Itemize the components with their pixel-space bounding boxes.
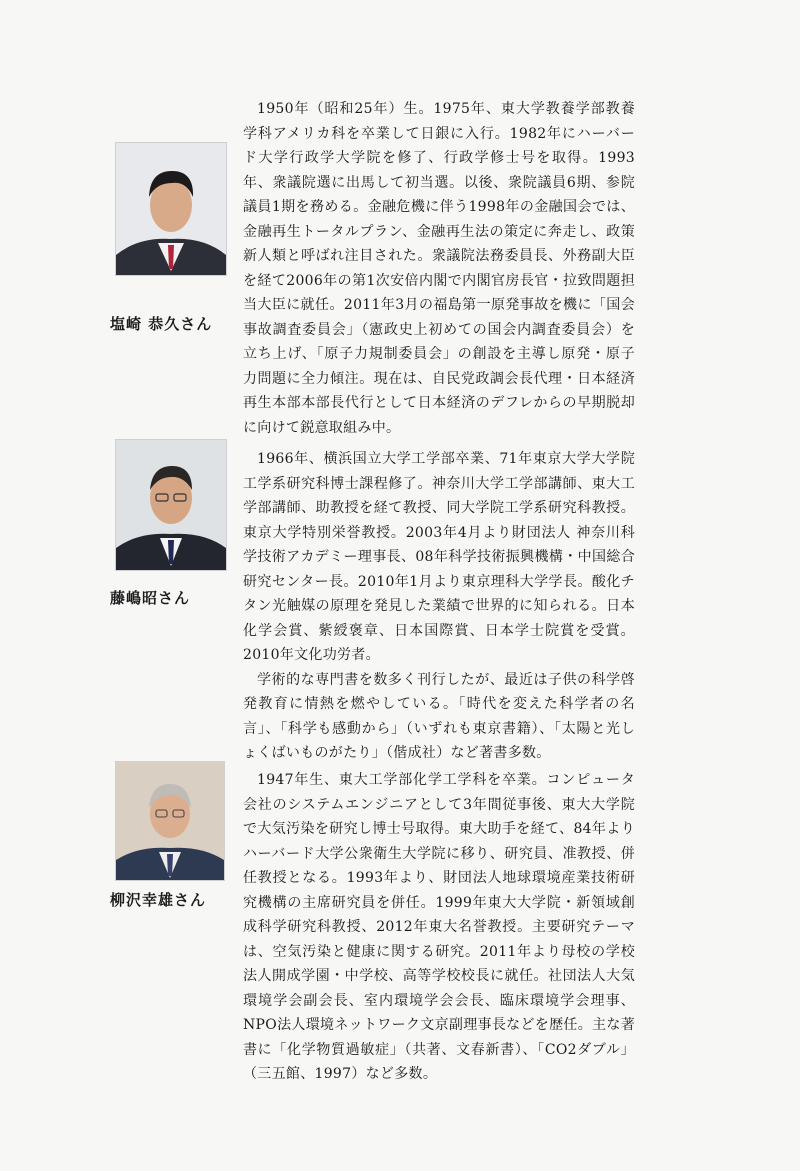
bio-paragraph: 学術的な専門書を数多く刊行したが、最近は子供の科学啓発教育に情熱を燃やしている。「時代を変えた科学者の名言」、「科学も感動から」（いずれも東京書籍）、「太陽と光しょくばいものがたり」（偕成社）など著書多数。 (243, 671, 635, 761)
bio-text (243, 97, 635, 440)
person-name: 藤嶋昭さん (110, 589, 191, 607)
portrait-photo (115, 439, 227, 571)
person-name: 柳沢幸雄さん (110, 891, 207, 909)
bio-paragraph: 1947年生、東大工学部化学工学科を卒業。コンピュータ会社のシステムエンジニアとして3年間従事後、東大大学院で大気汚染を研究し博士号取得。東大助手を経て、84年よりハーバード大学公衆衛生大学院に移り、研究員、准教授、併任教授となる。1993年より、財団法人地球環境産業技術研究機構の主席研究員を併任。1999年東大大学院・新領域創成科学研究科教授、2012年東大名誉教授。主要研究テーマは、空気汚染と健康に関する研究。2011年より母校の学校法人開成学園・中学校、高等学校校長に就任。社団法人大気環境学会副会長、室内環境学会会長、臨床環境学会理事、NPO法人環境ネットワーク文京副理事長などを歴任。主な著書に「化学物質過敏症」（共著、文春新書）、「CO2ダブル」（三五館、1997）など多数。 (243, 772, 635, 1082)
portrait-fujishima-image (116, 440, 226, 570)
bio-text (243, 768, 635, 1087)
bio-paragraph: 1966年、横浜国立大学工学部卒業、71年東京大学大学院工学系研究科博士課程修了。神奈川大学工学部講師、東大工学部講師、助教授を経て教授、同大学院工学系研究科教授。東京大学特別栄誉教授。2003年4月より財団法人 神奈川科学技術アカデミー理事長、08年科学技術振興機構・中国総合研究センター長。2010年1月より東京理科大学学長。酸化チタン光触媒の原理を発見した業績で世界的に知られる。日本化学会賞、紫綬褒章、日本国際賞、日本学士院賞を受賞。2010年文化功労者。 (243, 451, 635, 663)
portrait-photo (115, 142, 227, 276)
bio-text (243, 447, 635, 766)
person-name: 塩崎 恭久さん (110, 315, 213, 333)
portrait-yanagisawa-image (116, 762, 224, 880)
portrait-photo (115, 761, 225, 881)
bio-paragraph: 1950年（昭和25年）生。1975年、東大学教養学部教養学科アメリカ科を卒業して日銀に入行。1982年にハーバード大学行政学大学院を修了、行政学修士号を取得。1993年、衆議院選に出馬して初当選。以後、衆院議員6期、参院議員1期を務める。金融危機に伴う1998年の金融国会では、金融再生トータルプラン、金融再生法の策定に奔走し、政策新人類と呼ばれ注目された。衆議院法務委員長、外務副大臣を経て2006年の第1次安倍内閣で内閣官房長官・拉致問題担当大臣に就任。2011年3月の福島第一原発事故を機に「国会事故調査委員会」（憲政史上初めての国会内調査委員会）を立ち上げ、「原子力規制委員会」の創設を主導し原発・原子力問題に全力傾注。現在は、自民党政調会長代理・日本経済再生本部本部長代行として日本経済のデフレからの早期脱却に向けて鋭意取組み中。 (243, 101, 635, 436)
portrait-shiozaki-image (116, 143, 226, 275)
